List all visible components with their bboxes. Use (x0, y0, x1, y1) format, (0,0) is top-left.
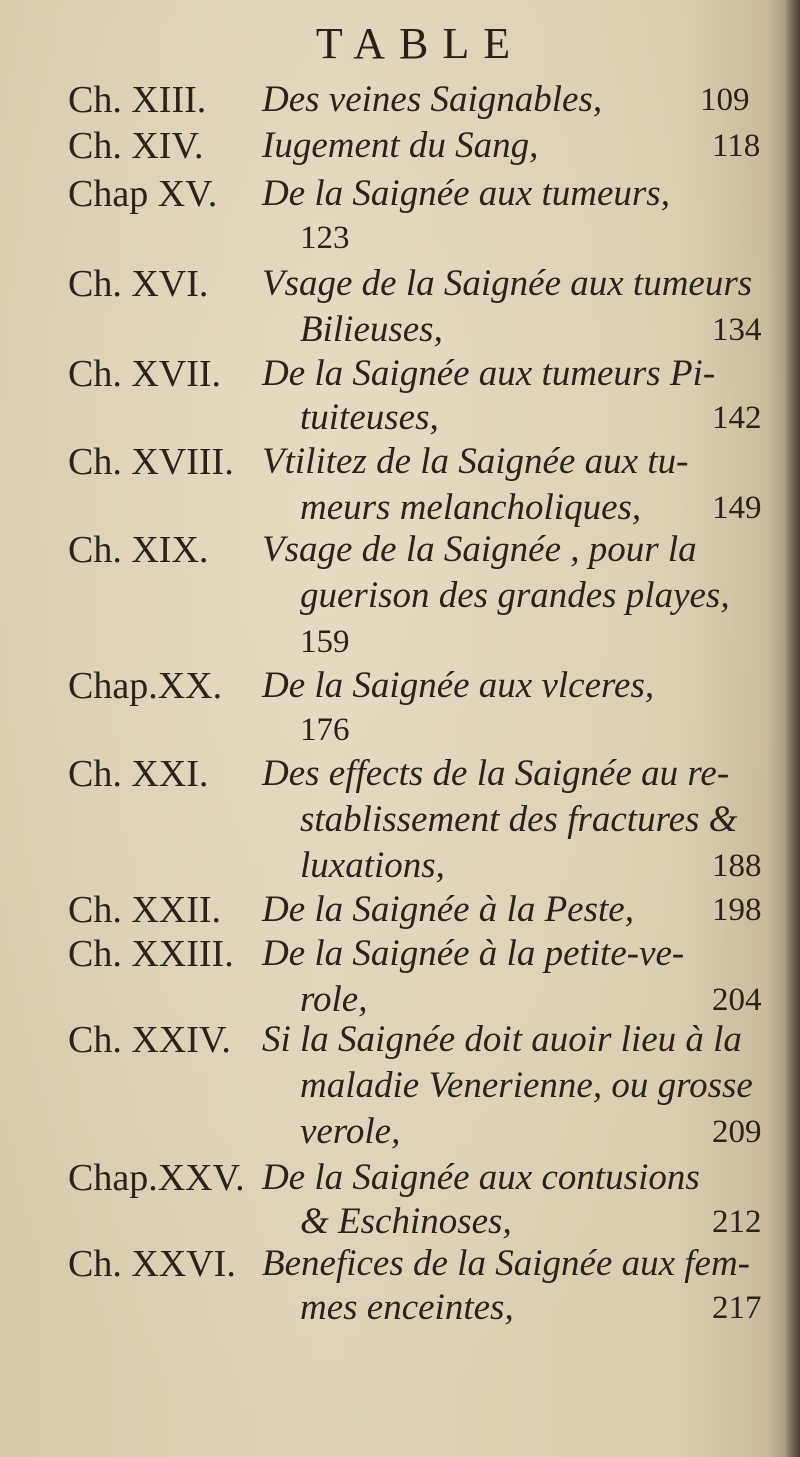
chapter-title-continued: mes enceintes, (300, 1287, 514, 1328)
chapter-title-continued: Bilieuses, (300, 309, 443, 350)
chapter-label: Ch. XXI. (68, 753, 209, 795)
page-number: 149 (712, 490, 762, 526)
chapter-title-continued: tuiteuses, (300, 397, 439, 438)
page-number: 118 (712, 128, 761, 164)
page-header: TABLE (315, 19, 525, 68)
chapter-title: Iugement du Sang, (262, 125, 539, 166)
page-number: 209 (712, 1114, 762, 1150)
chapter-label: Ch. XIII. (68, 79, 207, 121)
page-number: 198 (712, 892, 762, 928)
chapter-title-continued: verole, (300, 1111, 401, 1152)
chapter-label: Ch. XIX. (68, 529, 209, 571)
chapter-title: Vsage de la Saignée , pour la (262, 529, 697, 570)
chapter-label: Chap.XXV. (68, 1157, 245, 1199)
chapter-title: Des effects de la Saignée au re- (262, 753, 730, 794)
chapter-label: Chap XV. (68, 173, 218, 215)
page-number: 123 (300, 220, 350, 256)
chapter-title: Vsage de la Saignée aux tumeurs (262, 263, 753, 304)
chapter-title-continued: stablissement des fractures & (300, 799, 738, 840)
chapter-label: Ch. XVIII. (68, 441, 234, 483)
chapter-label: Ch. XXIV. (68, 1019, 231, 1061)
page-gutter (786, 0, 800, 1457)
chapter-title-continued: role, (300, 979, 368, 1020)
chapter-label: Ch. XVII. (68, 353, 222, 395)
chapter-title-continued: guerison des grandes playes, (300, 575, 730, 616)
chapter-title-continued: & Eschinoses, (300, 1201, 512, 1242)
chapter-title: De la Saignée aux tumeurs Pi- (262, 353, 716, 394)
chapter-label: Ch. XVI. (68, 263, 209, 305)
page-number: 212 (712, 1204, 762, 1240)
chapter-title: Benefices de la Saignée aux fem- (262, 1243, 750, 1284)
page-number: 188 (712, 848, 762, 884)
page-number: 204 (712, 982, 762, 1018)
page-number: 176 (300, 712, 350, 748)
chapter-title: Si la Saignée doit auoir lieu à la (262, 1019, 742, 1060)
chapter-title-continued: luxations, (300, 845, 445, 886)
chapter-label: Chap.XX. (68, 665, 223, 707)
chapter-title: De la Saignée aux contusions (262, 1157, 700, 1198)
page-number: 217 (712, 1290, 762, 1326)
page-number: 159 (300, 624, 350, 660)
chapter-title-continued: meurs melancholiques, (300, 487, 642, 528)
chapter-title-continued: maladie Venerienne, ou grosse (300, 1065, 753, 1106)
chapter-label: Ch. XXII. (68, 889, 222, 931)
chapter-title: De la Saignée à la Peste, (262, 889, 634, 930)
chapter-title: De la Saignée aux vlceres, (262, 665, 655, 706)
chapter-label: Ch. XXIII. (68, 933, 234, 975)
chapter-title: De la Saignée aux tumeurs, (262, 173, 670, 214)
chapter-title: Des veines Saignables, (262, 79, 603, 120)
page-number: 142 (712, 400, 762, 436)
chapter-title: De la Saignée à la petite-ve- (262, 933, 685, 974)
page-number: 134 (712, 312, 762, 348)
chapter-label: Ch. XXVI. (68, 1243, 236, 1285)
chapter-label: Ch. XIV. (68, 125, 204, 167)
chapter-title: Vtilitez de la Saignée aux tu- (262, 441, 689, 482)
page-number: 109 (700, 82, 750, 118)
